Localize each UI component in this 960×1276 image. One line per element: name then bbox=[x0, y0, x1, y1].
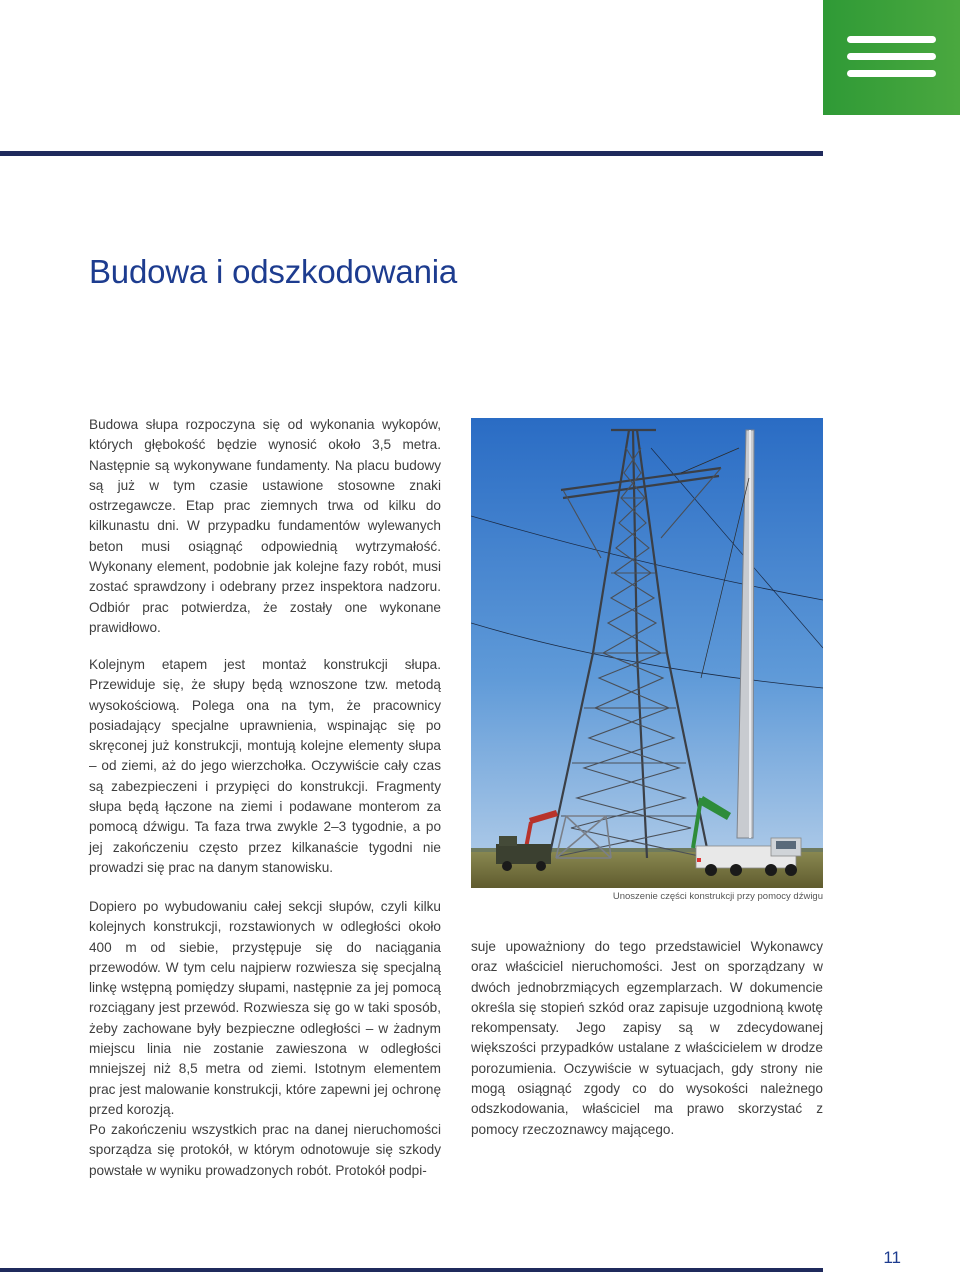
left-column bbox=[89, 415, 441, 1178]
header-divider bbox=[0, 151, 823, 156]
paragraph-tower-assembly: Kolejnym etapem jest montaż konstrukcji słupa. Przewiduje się, że słupy będą wznoszone tzw. metodą wysokościową. Polega ona na tym, że pracownicy posiadający specjalne uprawnienia, wspinając się po skręconej już konstrukcji, montują kolejne elementy słupa – od ziemi, aż do jego wierzchołka. Oczywiście cały czas są zabezpieczeni i przypięci do konstrukcji. Fragmenty słupa będą łączone na ziemi i podawane monterom za pomocą dźwigu. Ta faza trwa zwykle 2–3 tygodnie, a po jej zakończeniu często przez kilkanaście tygodni nie prowadzi się prac na danym stanowisku. bbox=[89, 657, 441, 875]
paragraph-protocol: Po zakończeniu wszystkich prac na danej nieruchomości sporządza się protokół, w którym odnotowuje się szkody powstałe w wyniku prowadzonych robót. Protokół podpi- bbox=[89, 1122, 441, 1178]
tower-construction-photo bbox=[471, 418, 823, 888]
page-number: 11 bbox=[883, 1248, 901, 1267]
paragraph-protocol-continued: suje upoważniony do tego przedstawiciel Wykonawcy oraz właściciel nieruchomości. Jest on sporządzany w dwóch jednobrzmiących egzemplarzach. W dokumencie określa się stopień szkód oraz zapisuje uzgodnioną kwotę rekompensaty. Jego zapisy są w zdecydowanej większości przypadków ustalane z właścicielem w drodze porozumienia. Oczywiście w sytuacjach, gdy strony nie mogą osiągnąć zgody co do wysokości należnego odszkodowania, właściciel ma prawo skorzystać z pomocy rzeczoznawcy mającego. bbox=[471, 939, 823, 1137]
hamburger-menu-icon bbox=[847, 36, 936, 43]
paragraph-cable-stringing: Dopiero po wybudowaniu całej sekcji słupów, czyli kilku kolejnych konstrukcji, rozstawionych w odległości około 400 m od siebie, przystępuje się do naciągania przewodów. W tym celu najpierw rozwiesza się specjalną linkę wstępną pomiędzy słupami, następnie za jej pomocą rozciągany jest przewód. Rozwiesza się go w taki sposób, żeby zachowane były bezpieczne odległości – w żadnym miejscu linia nie zostanie zawieszona w odległości mniejszej niż 8,5 metra od ziemi. Istotnym elementem prac jest malowanie konstrukcji, które zapewni jej ochronę przed korozją. bbox=[89, 899, 441, 1117]
menu-button[interactable] bbox=[823, 0, 960, 115]
right-column bbox=[471, 937, 823, 1140]
hamburger-menu-line bbox=[847, 53, 936, 60]
photo-caption: Unoszenie części konstrukcji przy pomocy dźwigu bbox=[612, 891, 823, 902]
hamburger-menu-line bbox=[847, 70, 936, 77]
paragraph-excavation: Budowa słupa rozpoczyna się od wykonania wykopów, których głębokość będzie wynosić około 3,5 metra. Następnie są wykonywane fundamenty. Na placu budowy są już w tym czasie ustawione stosowne znaki ostrzegawcze. Etap prac ziemnych trwa od kilku do kilkunastu dni. W przypadku fundamentów wylewanych beton musi osiągnąć odpowiednią wytrzymałość. Wykonany element, podobnie jak kolejne fazy robót, musi zostać sprawdzony i odebrany przez inspektora nadzoru. Odbiór prac potwierdza, że zostały one wykonane prawidłowo. bbox=[89, 417, 441, 635]
footer-divider bbox=[0, 1268, 823, 1272]
page-title: Budowa i odszkodowania bbox=[89, 253, 458, 290]
